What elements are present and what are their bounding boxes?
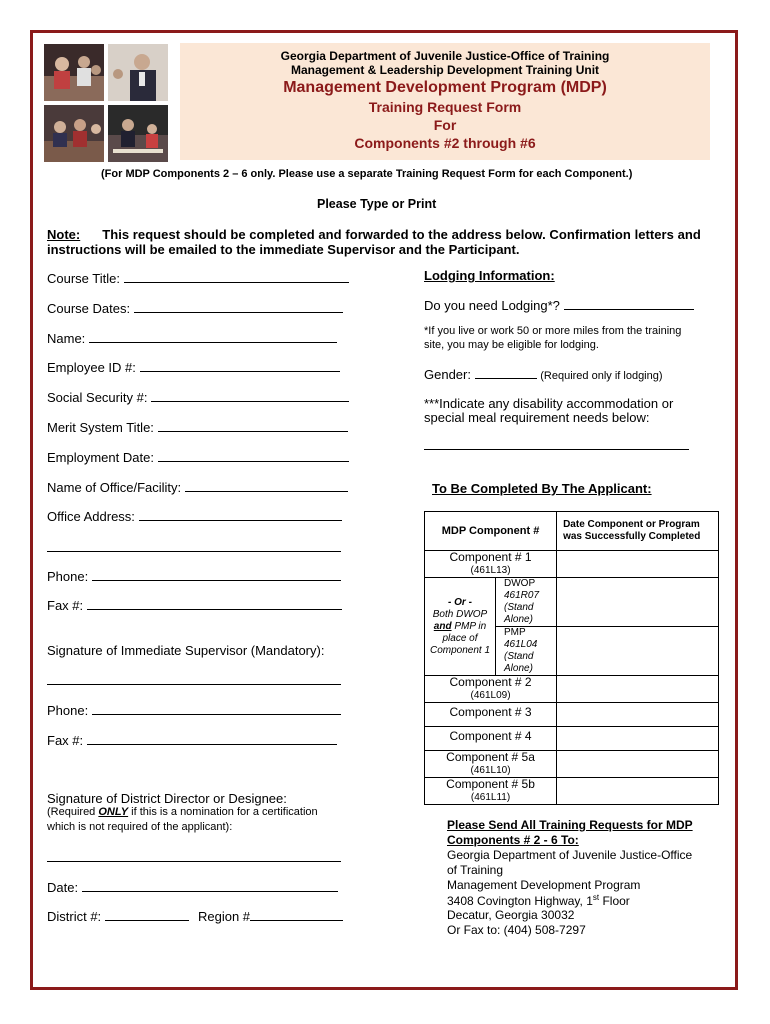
merit-title-line[interactable]	[158, 421, 348, 432]
component-5b-label: Component # 5b	[446, 777, 535, 791]
component-1-date[interactable]	[557, 551, 719, 578]
dwop-note: (Stand Alone)	[504, 602, 534, 625]
name-line[interactable]	[89, 332, 337, 343]
table-row	[425, 751, 719, 778]
component-3-label: Component # 3	[425, 703, 557, 727]
send-heading-1: Please Send All Training Requests for MDP	[447, 818, 693, 832]
date-line[interactable]	[82, 881, 338, 892]
employee-id-field[interactable]	[47, 360, 340, 375]
lodging-need-field[interactable]	[424, 298, 694, 313]
fax-line[interactable]	[87, 599, 342, 610]
lodging-note-1: *If you live or work 50 or more miles from the training	[424, 325, 682, 337]
form-subtitle-1: Training Request Form	[368, 99, 522, 115]
lodging-note-2: site, you may be eligible for lodging.	[424, 339, 599, 351]
ssn-line[interactable]	[151, 391, 349, 402]
district-line[interactable]	[105, 910, 189, 921]
course-title-label: Course Title:	[47, 271, 120, 286]
lodging-need-line[interactable]	[564, 299, 694, 310]
dwop-cell	[496, 578, 557, 627]
pmp-label: PMP	[504, 627, 526, 638]
note-label: Note:	[47, 227, 81, 242]
component-3-date[interactable]	[557, 703, 719, 727]
employee-id-line[interactable]	[140, 361, 340, 372]
note-text-2: instructions will be emailed to the immediate Supervisor and the Participant.	[47, 242, 520, 257]
district-director-signature-line[interactable]	[47, 861, 341, 862]
send-address-2: of Training	[447, 863, 504, 877]
component-5a-label: Component # 5a	[446, 750, 535, 764]
merit-title-label: Merit System Title:	[47, 420, 154, 435]
fax-label: Fax #:	[47, 598, 84, 613]
fax2-field[interactable]	[47, 733, 337, 748]
name-field[interactable]	[47, 331, 337, 346]
fax-field[interactable]	[47, 598, 342, 613]
pmp-note: (Stand Alone)	[504, 651, 534, 674]
phone2-label: Phone:	[47, 703, 89, 718]
component-1-code: (461L13)	[470, 565, 511, 576]
phone-field[interactable]	[47, 569, 341, 584]
org-line-2: Management & Leadership Development Training Unit	[290, 63, 600, 77]
district-director-required-note-2: which is not required of the applicant):	[47, 821, 233, 833]
pmp-date[interactable]	[557, 627, 719, 676]
send-address-4-floor: Floor	[599, 894, 630, 908]
fax2-label: Fax #:	[47, 733, 84, 748]
table-row	[425, 551, 719, 578]
office-name-field[interactable]	[47, 480, 348, 495]
table-row	[425, 676, 719, 703]
col-date-completed: Date Component or Program was Successfully Completed	[557, 512, 719, 551]
form-header	[180, 43, 710, 160]
gender-line[interactable]	[475, 368, 537, 379]
pmp-code: 461L04	[504, 639, 538, 650]
org-line-1: Georgia Department of Juvenile Justice-Office of Training	[280, 49, 610, 63]
name-label: Name:	[47, 331, 86, 346]
component-1-label: Component # 1	[449, 550, 532, 564]
type-or-print: Please Type or Print	[317, 197, 437, 211]
component-2-cell	[425, 676, 557, 703]
region-line[interactable]	[250, 910, 343, 921]
or-label: - Or -	[448, 596, 472, 608]
office-address-line[interactable]	[139, 510, 342, 521]
dd-req-only: ONLY	[98, 806, 129, 818]
supervisor-signature-line[interactable]	[47, 684, 341, 685]
component-5b-cell	[425, 778, 557, 805]
employment-date-line[interactable]	[158, 451, 349, 462]
dwop-code: 461R07	[504, 590, 540, 601]
disability-text-1: ***Indicate any disability accommodation or	[424, 396, 674, 411]
component-5b-code: (461L11)	[470, 792, 511, 803]
phone-label: Phone:	[47, 569, 89, 584]
send-address-1: Georgia Department of Juvenile Justice-Office	[447, 848, 693, 862]
employee-id-label: Employee ID #:	[47, 360, 136, 375]
dwop-date[interactable]	[557, 578, 719, 627]
or-line-4: Component 1	[429, 644, 491, 656]
or-pmp: PMP in	[451, 620, 487, 632]
region-label: Region #	[198, 909, 251, 924]
component-2-date[interactable]	[557, 676, 719, 703]
ssn-label: Social Security #:	[47, 390, 148, 405]
fax2-line[interactable]	[87, 734, 337, 745]
send-address-4-street: 3408 Covington Highway, 1	[447, 894, 593, 908]
or-alternative-cell	[425, 578, 496, 676]
table-row	[425, 703, 719, 727]
send-fax: Or Fax to: (404) 508-7297	[447, 923, 586, 937]
district-label: District #:	[47, 909, 102, 924]
note-paragraph	[47, 227, 701, 242]
send-address-4	[447, 893, 630, 908]
or-line-3: place of	[442, 632, 478, 644]
col-mdp-component: MDP Component #	[425, 512, 557, 551]
form-subtitle-2: For	[433, 117, 457, 133]
component-2-code: (461L09)	[470, 690, 511, 701]
course-title-field[interactable]	[47, 271, 349, 286]
office-address-line-2[interactable]	[47, 551, 341, 552]
disability-text-2: special meal requirement needs below:	[424, 410, 650, 425]
dwop-label: DWOP	[504, 578, 536, 589]
phone2-field[interactable]	[47, 703, 341, 718]
component-table	[424, 511, 719, 805]
course-dates-line[interactable]	[134, 302, 343, 313]
meeting-photo-4	[108, 105, 168, 162]
gender-field[interactable]	[424, 367, 663, 382]
course-title-line[interactable]	[124, 272, 349, 283]
component-5a-code: (461L10)	[470, 765, 511, 776]
photo-collage	[44, 44, 168, 162]
employment-date-label: Employment Date:	[47, 450, 154, 465]
component-4-label: Component # 4	[425, 727, 557, 751]
pmp-cell	[496, 627, 557, 676]
component-5a-date[interactable]	[557, 751, 719, 778]
send-address-5: Decatur, Georgia 30032	[447, 908, 575, 922]
component-4-date[interactable]	[557, 727, 719, 751]
meeting-photo-1	[44, 44, 104, 101]
send-address-3: Management Development Program	[447, 878, 641, 892]
office-address-field[interactable]	[47, 509, 342, 524]
form-title: Management Development Program (MDP)	[283, 79, 607, 96]
date-label: Date:	[47, 880, 79, 895]
send-address-4-sup: st	[592, 893, 600, 902]
phone-line[interactable]	[92, 570, 341, 581]
component-1-cell	[425, 551, 557, 578]
component-2-label: Component # 2	[449, 675, 532, 689]
merit-title-field[interactable]	[47, 420, 348, 435]
gender-label: Gender:	[424, 367, 471, 382]
applicant-heading: To Be Completed By The Applicant:	[432, 481, 652, 496]
office-address-label: Office Address:	[47, 509, 135, 524]
course-dates-field[interactable]	[47, 301, 343, 316]
meeting-photo-2	[108, 44, 168, 101]
table-row	[425, 727, 719, 751]
component-5b-date[interactable]	[557, 778, 719, 805]
phone2-line[interactable]	[92, 704, 341, 715]
meeting-photo-3	[44, 105, 104, 162]
table-row	[425, 778, 719, 805]
date-field[interactable]	[47, 880, 338, 895]
table-header-row	[425, 512, 719, 551]
dd-req-post: if this is a nomination for a certification	[128, 806, 318, 818]
district-director-signature-label: Signature of District Director or Designee:	[47, 791, 287, 806]
or-line-1: Both DWOP	[432, 608, 488, 620]
office-name-label: Name of Office/Facility:	[47, 480, 182, 495]
dd-req-pre: (Required	[47, 806, 99, 818]
note-text-1: This request should be completed and forwarded to the address below. Confirmation letters and	[102, 227, 701, 242]
course-dates-label: Course Dates:	[47, 301, 131, 316]
district-field[interactable]	[47, 909, 189, 924]
form-subtitle-3: Components #2 through #6	[354, 135, 536, 151]
or-and: and	[433, 620, 452, 632]
component-5a-cell	[425, 751, 557, 778]
or-line-2	[425, 621, 495, 633]
gender-note: (Required only if lodging)	[540, 370, 663, 382]
supervisor-signature-label: Signature of Immediate Supervisor (Mandatory):	[47, 643, 325, 658]
employment-date-field[interactable]	[47, 450, 349, 465]
district-director-required-note	[47, 806, 318, 818]
ssn-field[interactable]	[47, 390, 349, 405]
office-name-line[interactable]	[185, 481, 348, 492]
lodging-need-label: Do you need Lodging*?	[424, 298, 560, 313]
region-field[interactable]	[198, 909, 343, 924]
send-heading-2: Components # 2 - 6 To:	[447, 833, 579, 847]
mdp-components-note: (For MDP Components 2 – 6 only. Please use a separate Training Request Form for each Component.)	[101, 168, 633, 180]
table-row	[425, 578, 719, 627]
disability-line[interactable]	[424, 449, 689, 450]
lodging-heading: Lodging Information:	[424, 268, 555, 283]
